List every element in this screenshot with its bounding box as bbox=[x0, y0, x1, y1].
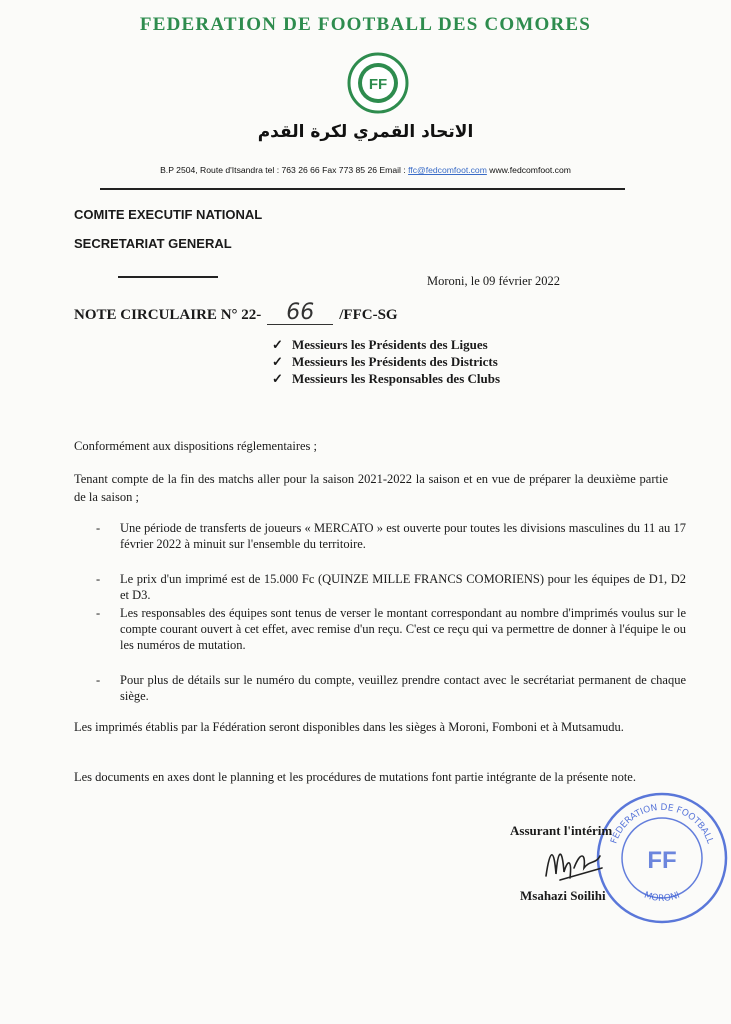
secretariat-heading: SECRETARIAT GENERAL bbox=[74, 236, 232, 251]
handwritten-signature bbox=[540, 838, 620, 888]
stamp-letters: FF bbox=[647, 847, 677, 874]
recipient-item bbox=[272, 370, 500, 387]
stamp-top-text: FEDERATION DE FOOTBALL bbox=[609, 802, 715, 846]
check-icon: ✓ bbox=[272, 354, 283, 369]
committee-heading: COMITE EXECUTIF NATIONAL bbox=[74, 207, 263, 222]
contact-details: B.P 2504, Route d'Itsandra tel : 763 26 66 Fax 773 85 26 Email : bbox=[160, 165, 409, 175]
contact-line bbox=[0, 165, 731, 175]
note-reference bbox=[74, 302, 398, 325]
bullet-text: Les responsables des équipes sont tenus de verser le montant correspondant au nombre d'imprimés voulus sur le compte courant ouvert à cet effet, avec remise d'un reçu. C'est ce reçu qui va permettre de donner à l'équipe le ou les numéros de mutation. bbox=[120, 606, 686, 652]
recipient-item bbox=[272, 353, 500, 370]
bullet-dash: - bbox=[96, 521, 101, 535]
attachments-paragraph: Les documents en axes dont le planning et les procédures de mutations font partie intégrante de la présente note. bbox=[74, 770, 636, 784]
stamp-bottom-text: MORONI bbox=[642, 890, 682, 904]
logo-letters: FF bbox=[368, 76, 388, 93]
context-paragraph: Tenant compte de la fin des matchs aller pour la saison 2021-2022 la saison et en vue de préparer la deuxième partie de la saison ; bbox=[74, 472, 668, 504]
email-link[interactable]: ffc@fedcomfoot.com bbox=[408, 165, 487, 175]
note-suffix: /FFC-SG bbox=[339, 307, 398, 323]
recipient-item bbox=[272, 336, 500, 353]
short-divider bbox=[118, 276, 218, 278]
note-prefix: NOTE CIRCULAIRE N° 22- bbox=[74, 307, 262, 323]
bullet-dash: - bbox=[96, 572, 101, 586]
bullet-item bbox=[96, 520, 686, 552]
federation-logo bbox=[347, 52, 409, 114]
website: www.fedcomfoot.com bbox=[486, 165, 571, 175]
bullet-item bbox=[96, 672, 686, 704]
interim-label: Assurant l'intérim bbox=[510, 823, 613, 838]
arabic-federation-name: الاتحاد القمري لكرة القدم bbox=[257, 122, 474, 142]
header-divider bbox=[100, 188, 625, 190]
bullet-dash: - bbox=[96, 673, 101, 687]
note-number: 66 bbox=[267, 302, 333, 325]
signatory-name: Msahazi Soilihi bbox=[520, 888, 606, 903]
svg-text:MORONI bbox=[643, 890, 682, 903]
availability-paragraph: Les imprimés établis par la Fédération seront disponibles dans les sièges à Moroni, Fomboni et à Mutsamudu. bbox=[74, 720, 624, 734]
check-icon: ✓ bbox=[272, 371, 283, 386]
bullet-text: Pour plus de détails sur le numéro du compte, veuillez prendre contact avec le secrétariat permanent de chaque siège. bbox=[120, 673, 686, 703]
federation-title: FEDERATION DE FOOTBALL DES COMORES bbox=[139, 14, 592, 35]
recipient-label: Messieurs les Responsables des Clubs bbox=[292, 371, 501, 386]
svg-text:FEDERATION DE FOOTBALL bbox=[609, 803, 714, 845]
bullet-text: Le prix d'un imprimé est de 15.000 Fc (QUINZE MILLE FRANCS COMORIENS) pour les équipes de D1, D2 et D3. bbox=[120, 572, 686, 602]
recipient-label: Messieurs les Présidents des Districts bbox=[292, 354, 498, 369]
bullet-text: Une période de transferts de joueurs « MERCATO » est ouverte pour toutes les divisions masculines du 11 au 17 février 2022 à minuit sur l'ensemble du territoire. bbox=[120, 521, 686, 551]
bullet-item bbox=[96, 605, 686, 653]
recipient-label: Messieurs les Présidents des Ligues bbox=[292, 337, 488, 352]
place-date: Moroni, le 09 février 2022 bbox=[427, 274, 560, 288]
bullet-dash: - bbox=[96, 606, 101, 620]
recipient-list bbox=[272, 336, 500, 387]
intro-paragraph: Conformément aux dispositions réglementaires ; bbox=[74, 439, 318, 453]
bullet-item bbox=[96, 571, 686, 603]
check-icon: ✓ bbox=[272, 337, 283, 352]
